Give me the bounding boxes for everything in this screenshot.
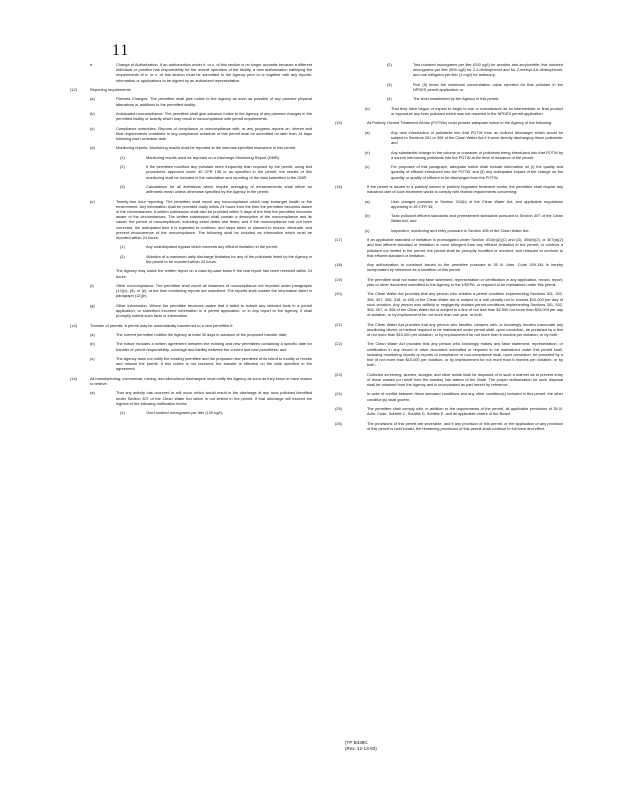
paragraph-number: (2) [387, 62, 392, 67]
page-number: 11 [112, 42, 130, 59]
condition-paragraph [335, 62, 563, 78]
paragraph-text: The Agency does not notify the existing permittee and the proposed new permittee of its intent to modify or revoke and reissue the permit. If this notice is not received, the transfer is effective on the date specified in the agreement. [116, 355, 312, 372]
condition-paragraph [335, 237, 563, 258]
paragraph-number: (c) [90, 125, 95, 131]
condition-paragraph [70, 62, 312, 83]
condition-paragraph [335, 341, 563, 367]
paragraph-number: (c) [365, 227, 370, 233]
condition-paragraph [335, 96, 563, 101]
paragraph-text: Violation of a maximum daily discharge limitation for any of the pollutants listed by the Agency in the permit to be reported within 24 hours. [146, 253, 312, 264]
paragraph-text: That they have begun or expect to begin to use or manufacture as an intermediate or final product or byproduct any toxic pollutant which was not reported in the NPDES permit application. [391, 105, 563, 116]
condition-paragraph [335, 164, 563, 180]
condition-paragraph [70, 111, 312, 121]
paragraph-number: (19) [335, 276, 342, 282]
paragraph-text: In case of conflict between these standard conditions and any other condition(s) included in this permit, the other condition(s) shall govern. [367, 391, 563, 402]
condition-paragraph [70, 126, 312, 142]
paragraph-text: All Publicly Owned Treatment Works (POTWs) must provide adequate notice to the Agency of the following: [367, 120, 553, 126]
paragraph-text: The notice includes a written agreement between the existing and new permittees containing a specific date for transfer of permit responsibility, coverage and liability between the current and new permittees; and [116, 341, 312, 352]
paragraph-number: (1) [120, 154, 125, 160]
paragraph-number: (a) [365, 198, 370, 204]
condition-paragraph [70, 410, 312, 415]
paragraph-text: Anticipated noncompliance. The permittee shall give advance notice to the Agency of any planned changes in the permitted facility or activity which may result in noncompliance with permit requirements. [116, 110, 312, 122]
paragraph-number: (a) [365, 129, 370, 135]
condition-paragraph [335, 184, 563, 194]
condition-paragraph [70, 155, 312, 160]
paragraph-number: (3) [387, 81, 392, 87]
paragraph-text: The Clean Water Act provides that any person who violates a permit condition implementing Sections 301, 302, 306, 307, 308, 318, or 405 of the Clean Water Act is subject to a civil penalty not to exceed $10,000 per day of such violation. Any person who willfully or negligently violates permit conditions implementing Sections 301, 302, 306, 307, or 308 of the Clean Water Act is subject to a fine of not less than $2,500 nor more than $25,000 per day of violation, or by imprisonment for not more than one year, or both. [367, 291, 563, 318]
condition-paragraph [335, 277, 563, 287]
paragraph-number: (1) [120, 244, 125, 250]
paragraph-text: Any unanticipated bypass which exceeds any effluent limitation in the permit. [146, 244, 279, 250]
paragraph-number: (d) [90, 145, 95, 151]
paragraph-number: (14) [70, 375, 77, 381]
paragraph-number: (23) [335, 371, 342, 377]
paragraph-number: (a) [90, 390, 95, 396]
condition-paragraph [70, 199, 312, 241]
form-footer [345, 740, 377, 752]
condition-paragraph [335, 199, 563, 209]
paragraph-number: (1) [120, 410, 125, 416]
paragraph-number: (2) [120, 253, 125, 259]
paragraph-text: Compliance schedules. Reports of compliance or noncompliance with, or any progress reports on, interim and final requirements contained in any compliance schedule of this permit shall be submitted no later than 14 days following each schedule date. [116, 125, 312, 141]
condition-paragraph [70, 303, 312, 319]
paragraph-text: Collected screening, slurries, sludges, and other solids shall be disposed of in such a manner as to prevent entry of those wastes (or runoff from the wastes) into waters of the State. The proper authorization for such disposal shall be obtained from the Agency and is incorporated as part hereof by reference. [367, 371, 563, 387]
condition-paragraph [335, 82, 563, 92]
paragraph-number: (c) [90, 355, 95, 361]
paragraph-number: (18) [335, 262, 342, 268]
condition-paragraph [335, 372, 563, 388]
paragraph-text: Toxic pollutant effluent standards and pretreatment standards pursuant to Section 307 of the Clean Water Act; and [391, 213, 563, 224]
condition-paragraph [70, 376, 312, 386]
paragraph-text: Reporting requirements [90, 87, 131, 92]
condition-paragraph [70, 323, 312, 328]
paragraph-text: The provisions of this permit are severable, and if any provision of this permit, or the application of any provision of this permit is held invalid, the remaining provisions of this permit shall continue in full force and effect. [367, 420, 563, 431]
paragraph-number: (b) [365, 105, 370, 111]
paragraph-number: e. [90, 62, 94, 67]
paragraph-number: (3) [120, 183, 125, 189]
condition-paragraph [335, 291, 563, 317]
paragraph-text: Planned Changes. The permittee shall give notice to the Agency as soon as possible of any planned physical alterations or additions to the permitted facility. [116, 96, 312, 107]
paragraph-text: The Agency may waive the written report on a case-by-case basis if the oral report has been received within 24 hours. [116, 268, 312, 279]
paragraph-text: Inspection, monitoring and entry pursuant to Section 308 of the Clean Water Act. [391, 227, 530, 233]
paragraph-text: Any authorization to construct issued to the permittee pursuant to 35 Ill. Adm. Code 309.154 is hereby incorporated by reference as a condition of this permit. [367, 262, 563, 273]
paragraph-text: Change of Authorization. If an authorization under b. or c. of this section is no longer accurate because a different individual or position has responsibility for the overall operation of the facility, a new authorization satisfying the requirements of b. or c. of this section must be submitted to the Agency prior to or together with any reports, information or applications to be signed by an authorized representative. [116, 62, 312, 83]
paragraph-number: (25) [335, 405, 342, 411]
condition-paragraph [335, 213, 563, 223]
paragraph-number: (4) [387, 96, 392, 102]
condition-paragraph [335, 262, 563, 272]
paragraph-text: Calculations for all limitations which require averaging of measurements shall utilize an arithmetic mean unless otherwise specified by the Agency in the permit. [146, 183, 312, 195]
paragraph-number: (13) [70, 322, 77, 328]
condition-paragraph [70, 268, 312, 278]
paragraph-number: (21) [335, 321, 342, 327]
paragraph-number: (16) [335, 183, 342, 189]
paragraph-number: (26) [335, 420, 342, 426]
paragraph-text: The current permittee notifies the Agency at least 30 days in advance of the proposed transfer date; [116, 331, 288, 337]
paragraph-number: (2) [120, 164, 125, 170]
paragraph-text: Monitoring results must be reported on a Discharge Monitoring Report (DMR). [146, 154, 281, 160]
paragraph-text: The permittee shall not make any false statement, representation or certification in any application, record, report, plan or other document submitted to the Agency or the USEPA, or required to be maintained under this permit. [367, 276, 563, 287]
paragraph-text: For purposes of this paragraph, adequate notice shall include information on (i) the quality and quantity of effluent introduced into the POTW, and (ii) any anticipated impact of the change on the quantity or quality of effluent to be discharged from the POTW. [391, 164, 563, 180]
condition-paragraph [335, 322, 563, 338]
paragraph-text: Other information. Where the permittee becomes aware that it failed to submit any relevant facts in a permit application, or submitted incorrect information in a permit application, or in any report to the Agency, it shall promptly submit such facts or information. [116, 302, 312, 319]
paragraph-number: (e) [90, 198, 95, 204]
paragraph-text: Twenty-four hour reporting. The permittee shall report any noncompliance which may endanger health or the environment. Any information shall be provided orally within 24 hours from the time the permittee becomes aware of the circumstances. A written submission shall also be provided within 5 days of the time the permittee becomes aware of the circumstances. The written submission shall contain a description of the noncompliance and its cause; the period of noncompliance, including exact dates and times; and if the noncompliance has not been corrected, the anticipated time it is expected to continue; and steps taken or planned to reduce, eliminate, and prevent reoccurrence of the noncompliance. The following shall be included as information which must be reported within 24 hours: [116, 198, 312, 240]
condition-paragraph [335, 228, 563, 233]
condition-paragraph [70, 332, 312, 337]
condition-paragraph [335, 421, 563, 431]
form-id: (TP B438C [345, 740, 368, 745]
condition-paragraph [335, 130, 563, 146]
paragraph-text: Any new introduction of pollutants into that POTW from an indirect discharger which would be subject to Sections 301 or 306 of the Clean Water Act if it were directly discharging those pollutants; and [391, 129, 563, 146]
paragraph-text: Two hundred micrograms per liter (200 ug/l) for acrolein and acrylonitrile; five hundred micrograms per liter (500 ug/l) for 2,4-dinitrophenol and for 2-methyl-4,6-dinitrophenol; and one milligram per liter (1 mg/l) for antimony; [413, 62, 563, 78]
paragraph-number: (b) [90, 110, 95, 116]
condition-paragraph [70, 184, 312, 194]
paragraph-text: User charges pursuant to Section 204(b) of the Clean Water Act, and applicable regulations appearing in 40 CFR 35; [391, 198, 563, 209]
paragraph-number: (b) [365, 149, 370, 155]
condition-paragraph [70, 390, 312, 406]
paragraph-number: (12) [70, 87, 77, 92]
condition-paragraph [70, 283, 312, 299]
paragraph-text: The Clean Water Act provides that any person who falsifies, tampers with, or knowingly renders inaccurate any monitoring device or method required to be maintained under permit shall, upon conviction, be punished by a fine of not more than $10,000 per violation, or by imprisonment for not more than 6 months per violation, or by both. [367, 321, 563, 337]
paragraph-text: The level established by the Agency in this permit. [413, 96, 500, 102]
paragraph-text: Monitoring reports. Monitoring results shall be reported at the intervals specified elsewhere in this permit. [116, 145, 297, 151]
paragraph-number: (a) [90, 331, 95, 337]
paragraph-text: One hundred micrograms per liter (100 ug/l); [146, 410, 223, 416]
paragraph-number: (g) [90, 302, 95, 308]
paragraph-number: (f) [90, 282, 94, 288]
paragraph-text: Transfer of permits. A permit may be automatically transferred to a new permittee if: [90, 322, 234, 328]
condition-paragraph [335, 120, 563, 125]
paragraph-text: If the permittee monitors any pollutant more frequently than required by the permit, using test procedures approved under 40 CFR 136 or as specified in the permit, the results of this monitoring shall be included in the calculation and reporting of the data submitted in the DMR. [146, 164, 312, 180]
condition-paragraph [70, 356, 312, 372]
condition-paragraph [70, 145, 312, 150]
condition-paragraph [70, 164, 312, 180]
form-revision: (Rev. 12-13-83) [345, 746, 377, 751]
paragraph-number: (a) [90, 96, 95, 102]
paragraph-text: If an applicable standard or limitation is promulgated under Section 301(b)(2)(C) and (D), 304(b)(2), or 307(a)(2) and that effluent standard or limitation is more stringent than any effluent limitation in the permit, or controls a pollutant not limited in the permit, the permit shall be promptly modified or revoked, and reissued to conform to that effluent standard or limitation. [367, 237, 563, 258]
condition-paragraph [70, 244, 312, 249]
paragraph-number: (c) [365, 164, 370, 170]
paragraph-number: (22) [335, 341, 342, 347]
condition-paragraph [70, 87, 312, 92]
left-column [70, 62, 312, 419]
condition-paragraph [70, 254, 312, 264]
condition-paragraph [335, 150, 563, 160]
paragraph-text: Any substantial change in the volume or character of pollutants being introduced into that POTW by a source introducing pollutants into the POTW at the time of issuance of the permit. [391, 149, 563, 160]
paragraph-text: If the permit is issued to a publicly owned or publicly regulated treatment works, the permittee shall require any industrial user of such treatment works to comply with federal requirements concerning: [367, 183, 563, 195]
paragraph-text: Five (5) times the maximum concentration value reported for that pollutant in the NPDES permit application; or [413, 81, 563, 92]
paragraph-number: (24) [335, 391, 342, 397]
paragraph-number: (b) [90, 341, 95, 347]
paragraph-text: All manufacturing, commercial, mining, and silvicultural dischargers must notify the Agency as soon as they know or have reason to believe: [90, 375, 312, 386]
paragraph-text: The permittee shall comply with, in addition to the requirements of the permit, all applicable provisions of 35 Ill. Adm. Code, Subtitle C, Subtitle D, Subtitle E, and all applicable orders of the Board. [367, 405, 563, 417]
condition-paragraph [335, 391, 563, 401]
paragraph-number: (15) [335, 120, 342, 126]
paragraph-text: Other noncompliance. The permittee shall report all instances of noncompliance not reported under paragraphs (12)(c), (d), or (e), at the time monitoring reports are submitted. The reports shall contain the information listed in paragraph (12)(e). [116, 282, 312, 299]
paragraph-text: The Clean Water Act provides that any person who knowingly makes any false statement, representation, or certification in any record or other document submitted or required to be maintained under this permit shall, including monitoring reports or reports of compliance or non-compliance shall, upon conviction, be punished by a fine of not more than $10,000 per violation, or by imprisonment for not more than 6 months per violation, or by both. [367, 341, 563, 368]
paragraph-number: (20) [335, 291, 342, 297]
condition-paragraph [70, 96, 312, 106]
paragraph-text: That any activity has occurred or will occur which would result in the discharge of any toxic pollutant identified under Section 307 of the Clean Water Act which is not limited in the permit, if that discharge will exceed the highest of the following notification levels: [116, 390, 312, 406]
paragraph-number: (b) [365, 213, 370, 219]
condition-paragraph [335, 406, 563, 416]
paragraph-number: (17) [335, 237, 342, 243]
right-column [335, 62, 563, 435]
condition-paragraph [335, 106, 563, 116]
condition-paragraph [70, 341, 312, 351]
